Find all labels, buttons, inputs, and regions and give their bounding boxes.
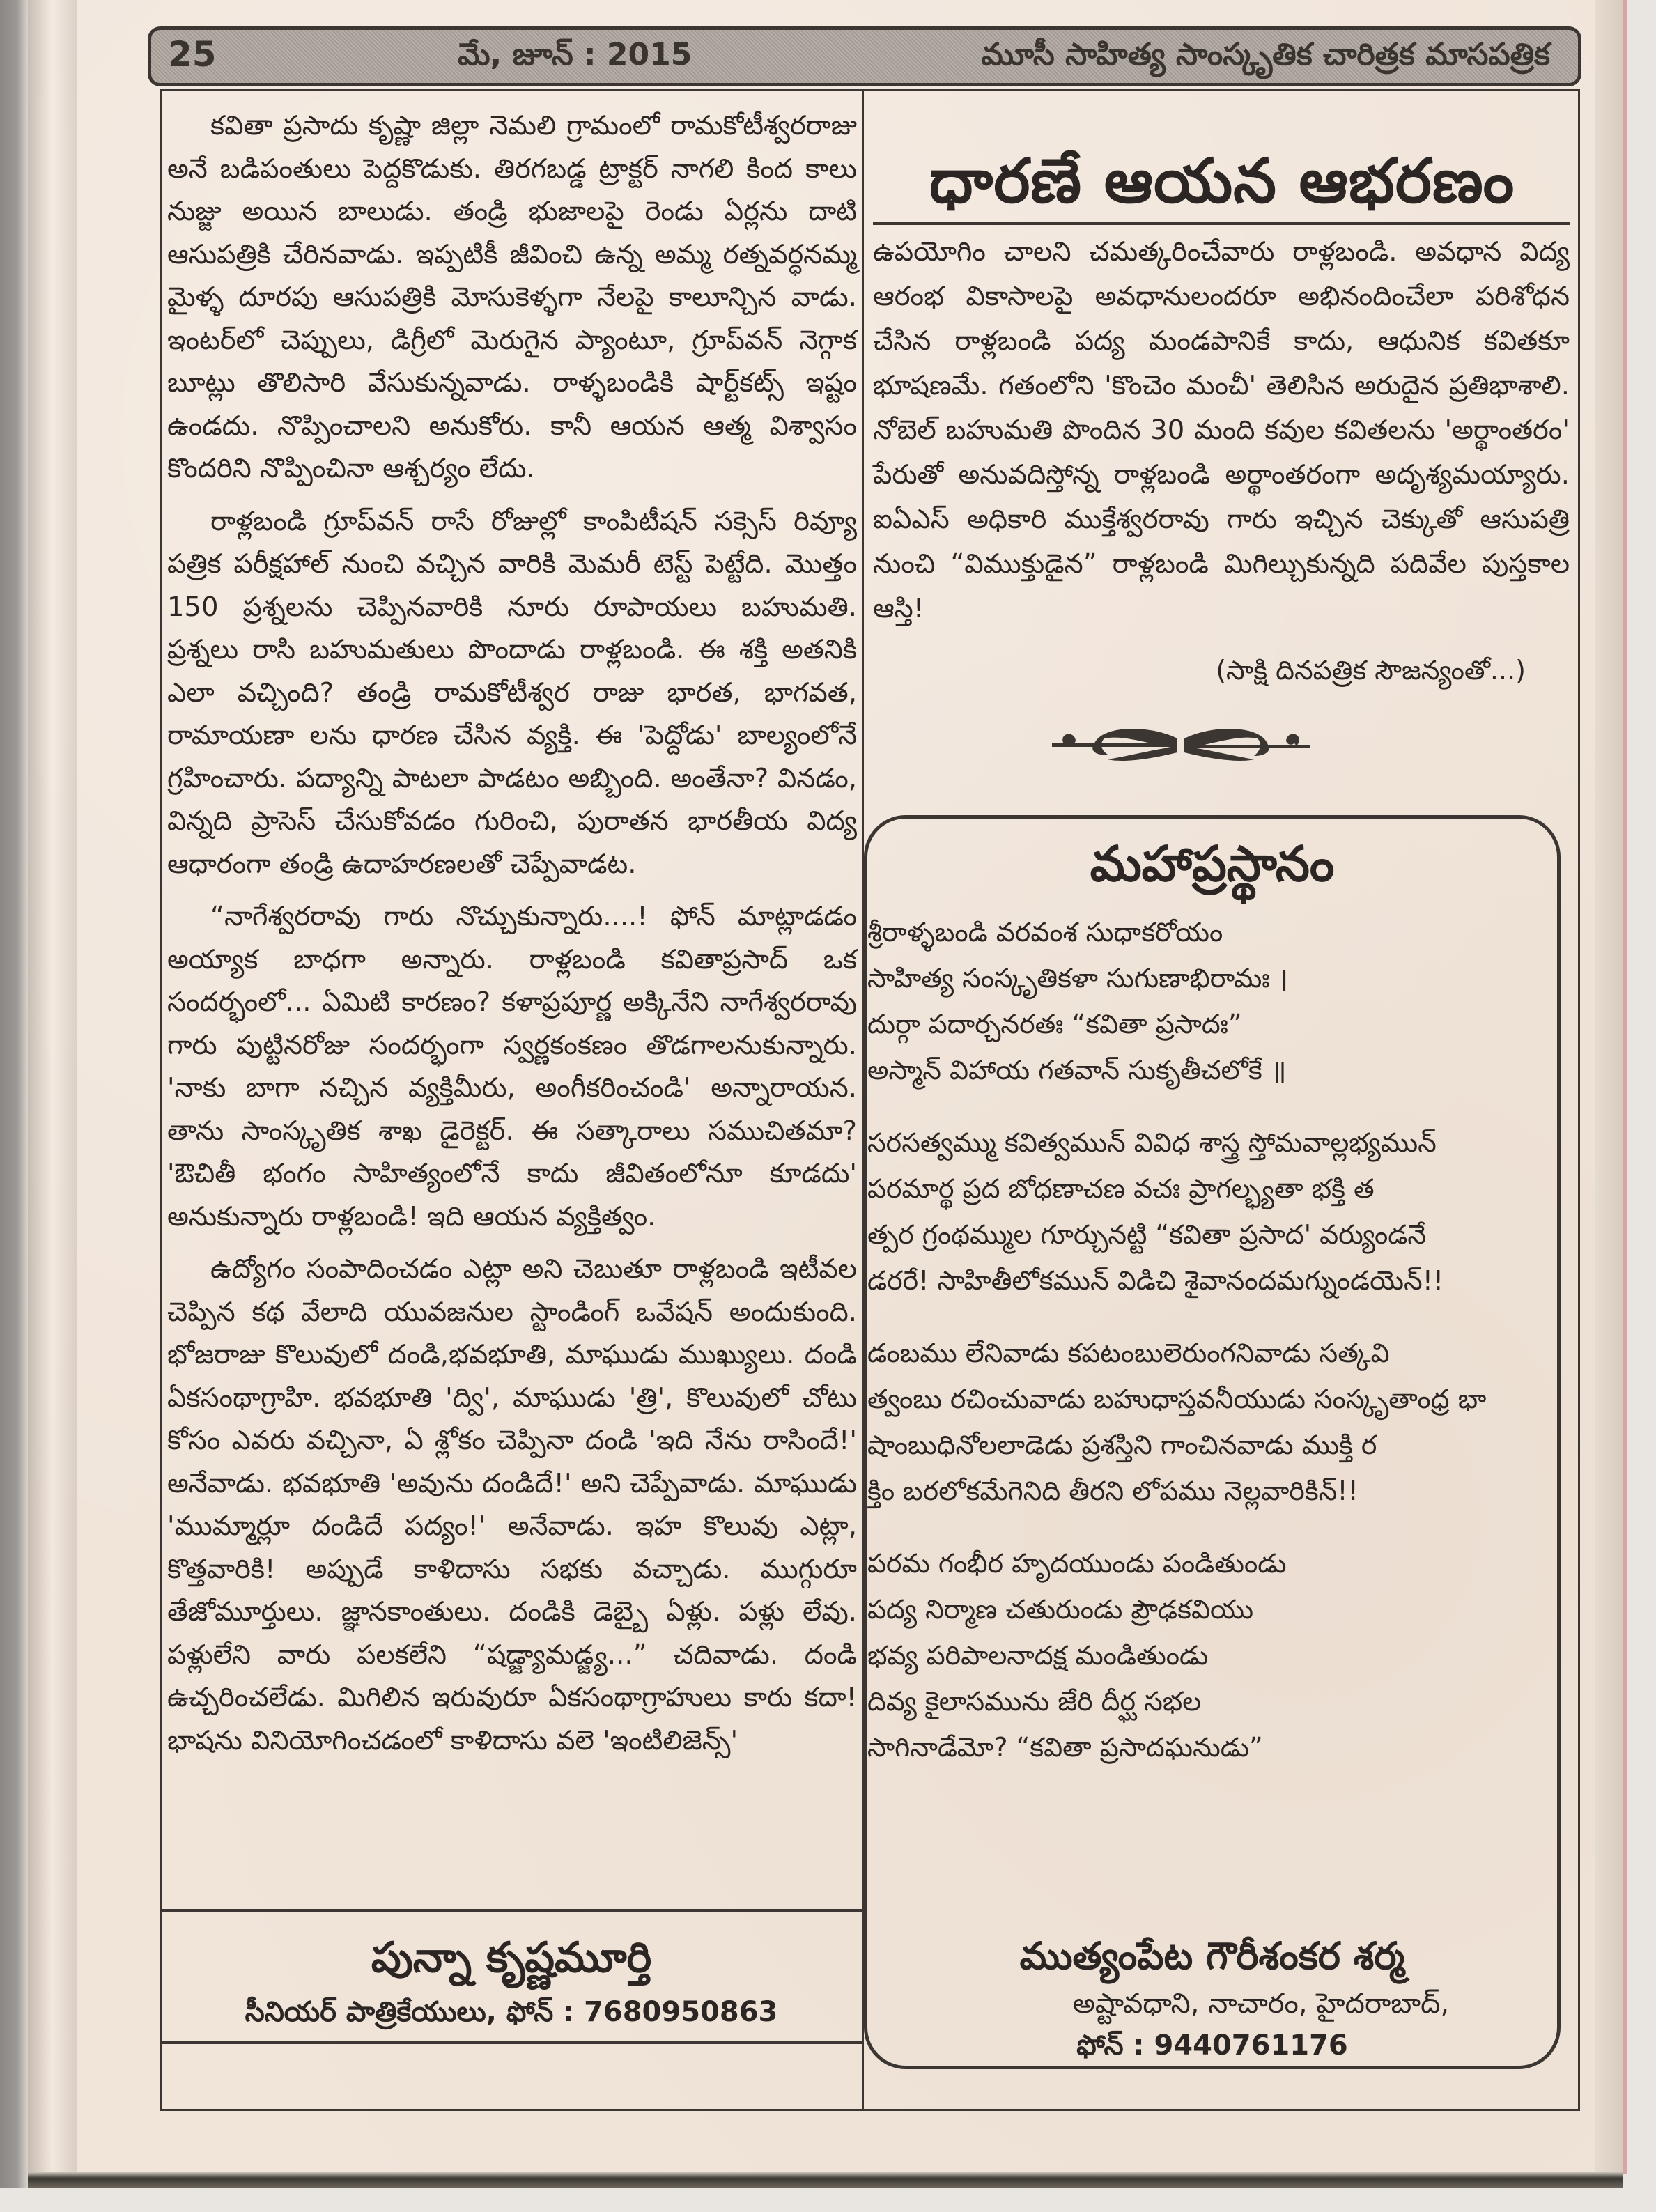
stanza	[867, 1120, 1557, 1304]
running-header	[148, 26, 1581, 86]
verse-line: క్తిం బరలోకమేగెనిది తీరని లోపము నెల్లవారికిన్!!	[867, 1476, 1359, 1506]
verse-line: సాహిత్య సంస్కృతికళా సుగుణాభిరామః ।	[867, 963, 1289, 993]
stanza	[867, 1540, 1557, 1770]
poem-title: మహాప్రస్థానం	[1090, 835, 1335, 892]
page-number: 25	[168, 34, 217, 75]
article-headline: ధారణే ఆయన ఆభరణం	[929, 145, 1515, 217]
author-name: ముత్యంపేట గౌరీశంకర శర్మ	[1019, 1934, 1405, 1978]
verse-line: భవ్య పరిపాలనాదక్ష మండితుండు	[867, 1640, 1209, 1671]
verse-line: పరమార్థ ప్రద బోధణాచణ వచః ప్రాగల్భ్యతా భక్తి త	[867, 1173, 1375, 1204]
left-article-body	[167, 105, 857, 1772]
stanza	[867, 909, 1557, 1093]
verse-line: శ్రీరాళ్ళబండి వరవంశ సుధాకరోయం	[867, 917, 1223, 948]
page-bottom-edge	[28, 2172, 1623, 2188]
ornament-divider-icon	[1052, 721, 1310, 770]
page-fold-shadow	[28, 0, 77, 2174]
paragraph: కవితా ప్రసాదు కృష్ణా జిల్లా నెమలి గ్రామంలో రామకోటీశ్వరరాజు అనే బడిపంతులు పెద్దకొడుకు. తిరగబడ్డ ట్రాక్టర్ నాగలి కింద కాలు నుజ్జు అయిన బాలుడు. తండ్రి భుజాలపై రెండు ఏర్లను దాటి ఆసుపత్రికి చేరినవాడు. ఇప్పటికీ జీవించి ఉన్న అమ్మ రత్నవర్ధనమ్మ మైళ్ళ దూరపు ఆసుపత్రికి మోసుకెళ్ళగా నేలపై కాలూన్చిన వాడు. ఇంటర్‌లో చెప్పులు, డిగ్రీలో మెరుగైన ప్యాంటూ, గ్రూప్‌వన్ నెగ్గాక బూట్లు తొలిసారి వేసుకున్నవాడు. రాళ్ళబండికి షార్ట్‌కట్స్ ఇష్టం ఉండదు. నొప్పించాలని అనుకోరు. కానీ ఆయన ఆత్మ విశ్వాసం కొందరిని నొప్పించినా ఆశ్చర్యం లేదు.	[167, 110, 857, 484]
verse-line: త్వంబు రచించువాడు బహుధాస్తవనీయుడు సంస్కృతాంధ్ర భా	[867, 1384, 1487, 1414]
headline-rule	[873, 222, 1570, 225]
verse-line: దుర్గా పదార్చనరతః “కవితా ప్రసాదః”	[867, 1009, 1242, 1039]
courtesy-credit: (సాక్షి దినపత్రిక సౌజన్యంతో...)	[1216, 655, 1526, 686]
paragraph: రాళ్లబండి గ్రూప్‌వన్ రాసే రోజుల్లో కాంపిటీషన్ సక్సెస్ రివ్యూ పత్రిక పరీక్షహాల్ నుంచి వచ్చిన వారికి మెమరీ టెస్ట్ పెట్టేది. మొత్తం 150 ప్రశ్నలను చెప్పినవారికి నూరు రూపాయలు బహుమతి. ప్రశ్నలు రాసి బహుమతులు పొందాడు రాళ్లబండి. ఈ శక్తి అతనికి ఎలా వచ్చింది? తండ్రి రామకోటీశ్వర రాజు భారత, భాగవత, రామాయణా లను ధారణ చేసిన వ్యక్తి. ఈ 'పెద్దోడు' బాల్యంలోనే గ్రహించారు. పద్యాన్ని పాటలా పాడటం అబ్బింది. అంతేనా? వినడం, విన్నది ప్రాసెస్ చేసుకోవడం గురించి, పురాతన భారతీయ విద్య ఆధారంగా తండ్రి ఉదాహరణలతో చెప్పేవాడట.	[167, 505, 857, 880]
verse-line: పద్య నిర్మాణ చతురుండు ప్రౌఢకవియు	[867, 1594, 1254, 1625]
author-name: పున్నా కృష్ణమూర్తి	[371, 1933, 652, 1982]
book-binding-shadow	[0, 0, 28, 2188]
verse-line: డరరే! సాహితీలోకమున్ విడిచి శైవానందమగ్నుండయెన్!!	[867, 1265, 1444, 1296]
right-article-body	[873, 230, 1570, 631]
verse-line: డంబము లేనివాడు కపటంబులెరుంగనివాడు సత్కవి	[867, 1338, 1390, 1368]
author-address: అష్టావధాని, నాచారం, హైదరాబాద్,	[1072, 1988, 1450, 2020]
left-author-byline	[160, 1930, 862, 2033]
paragraph: ఉద్యోగం సంపాదించడం ఎట్లా అని చెబుతూ రాళ్లబండి ఇటీవల చెప్పిన కథ వేలాది యువజనుల స్టాండింగ్ ఒవేషన్ అందుకుంది. భోజరాజు కొలువులో దండి,భవభూతి, మాఘుడు ముఖ్యులు. దండి ఏకసంథాగ్రాహి. భవభూతి 'ద్వి', మాఘుడు 'త్రి', కొలువులో చోటు కోసం ఎవరు వచ్చినా, ఏ శ్లోకం చెప్పినా దండి 'ఇది నేను రాసిందే!' అనేవాడు. భవభూతి 'అవును దండిదే!' అని చెప్పేవాడు. మాఘుడు 'ముమ్మార్లూ దండిదే పద్యం!' అనేవాడు. ఇహ కొలువు ఎట్లా, కొత్తవారికి! అప్పుడే కాళిదాసు సభకు వచ్చాడు. ముగ్గురూ తేజోమూర్తులు. జ్ఞానకాంతులు. దండికి డెబ్బై ఏళ్లు. పళ్లు లేవు. పళ్లులేని వారు పలకలేని “షడ్జ్యామడ్జ్య...” చదివాడు. దండి ఉచ్చరించలేడు. మిగిలిన ఇరువురూ ఏకసంథాగ్రాహులు కారు కదా! భాషను వినియోగించడంలో కాళిదాసు వలె 'ఇంటిలిజెన్స్'	[167, 1253, 857, 1756]
paragraph: “నాగేశ్వరరావు గారు నొచ్చుకున్నారు....! ఫోన్ మాట్లాడడం అయ్యాక బాధగా అన్నారు. రాళ్లబండి కవితాప్రసాద్ ఒక సందర్భంలో... ఏమిటి కారణం? కళాప్రపూర్ణ అక్కినేని నాగేశ్వరరావు గారు పుట్టినరోజు సందర్భంగా స్వర్ణకంకణం తొడగాలనుకున్నారు. 'నాకు బాగా నచ్చిన వ్యక్తిమీరు, అంగీకరించండి' అన్నారాయన. తాను సాంస్కృతిక శాఖ డైరెక్టర్. ఈ సత్కారాలు సముచితమా? 'ఔచితీ భంగం సాహిత్యంలోనే కాదు జీవితంలోనూ కూడదు' అనుకున్నారు రాళ్లబండి! ఇది ఆయన వ్యక్తిత్వం.	[167, 901, 857, 1232]
poem-verses	[867, 909, 1557, 1797]
magazine-title: మూసీ సాహిత్య సాంస్కృతిక చారిత్రక మాసపత్రిక	[981, 37, 1550, 72]
paragraph: ఉపయోగిం చాలని చమత్కరించేవారు రాళ్లబండి. అవధాన విద్య ఆరంభ వికాసాలపై అవధానులందరూ అభినందించేలా పరిశోధన చేసిన రాళ్లబండి పద్య మండపానికే కాదు, ఆధునిక కవితకూ భూషణమే. గతంలోని 'కొంచెం మంచీ' తెలిసిన అరుదైన ప్రతిభాశాలి. నోబెల్ బహుమతి పొందిన 30 మంది కవుల కవితలను 'అర్థాంతరం' పేరుతో అనువదిస్తోన్న రాళ్లబండి అర్థాంతరంగా అదృశ్యమయ్యారు. ఐఏఎస్ అధికారి ముక్తేశ్వరరావు గారు ఇచ్చిన చెక్కుతో ఆసుపత్రి నుంచి “విముక్తుడైన” రాళ్లబండి మిగిల్చుకున్నది పదివేల పుస్తకాల ఆస్తి!	[873, 236, 1570, 624]
stanza	[867, 1330, 1557, 1514]
verse-line: షాంబుధినోలలాడెడు ప్రశస్తిని గాంచినవాడు ముక్తి ర	[867, 1430, 1377, 1460]
verse-line: అస్మాన్ విహాయ గతవాన్ సుకృతీచలోకే ॥	[867, 1055, 1287, 1085]
issue-date: మే, జూన్ : 2015	[458, 37, 692, 72]
verse-line: సరసత్వమ్ము కవిత్వమున్ వివిధ శాస్త్ర స్తోమవాల్లభ్యమున్	[867, 1127, 1437, 1158]
verse-line: పరమ గంభీర హృదయుండు పండితుండు	[867, 1548, 1287, 1579]
poem-author-byline	[864, 1930, 1561, 2066]
verse-line: దివ్య కైలాసమును జేరి దీర్ఘ సభల	[867, 1686, 1202, 1717]
verse-line: త్పర గ్రంథమ్ముల గూర్చునట్టి “కవితా ప్రసాద' వర్యుండనే	[867, 1219, 1427, 1250]
divider-rule	[160, 2041, 862, 2044]
page-edge	[1595, 0, 1627, 2174]
author-phone: ఫోన్ : 9440761176	[1076, 2029, 1348, 2062]
divider-rule	[160, 1909, 862, 1912]
verse-line: సాగినాడేమో? “కవితా ప్రసాదఘనుడు”	[867, 1732, 1263, 1763]
author-role-phone: సీనియర్ పాత్రికేయులు, ఫోన్ : 7680950863	[245, 1996, 778, 2028]
